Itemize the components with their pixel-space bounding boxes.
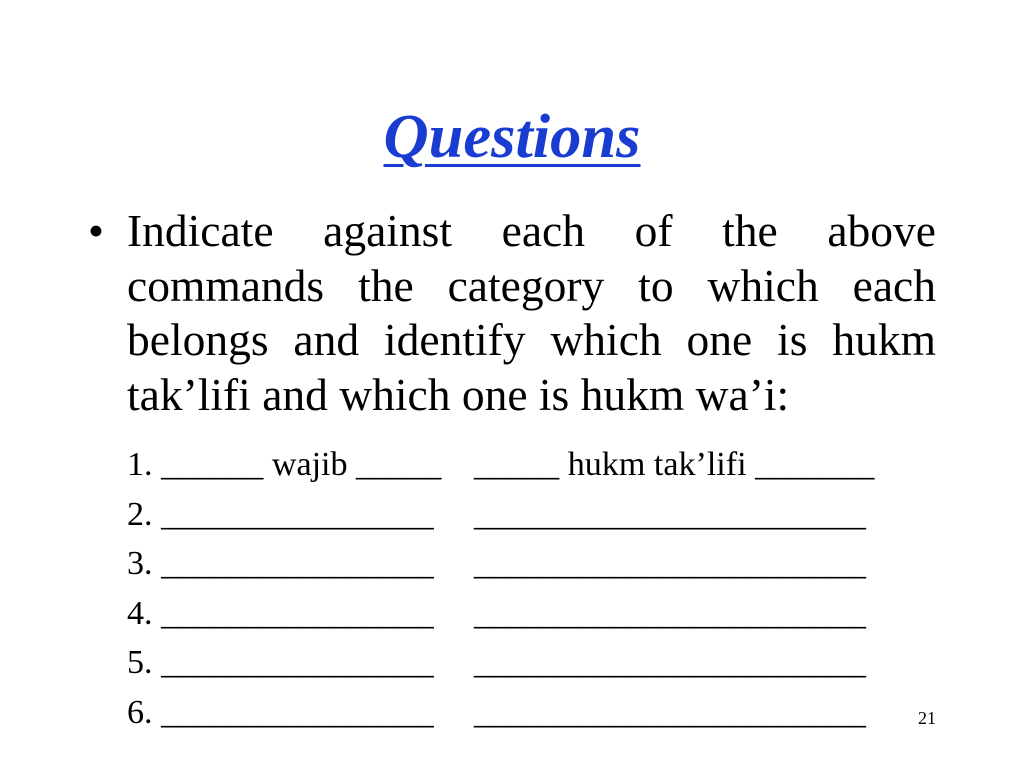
row-number: 2. bbox=[127, 495, 153, 533]
row-number: 1. bbox=[127, 446, 153, 483]
hukm-answer: _______________________ bbox=[474, 694, 866, 731]
slide-title bbox=[0, 101, 1024, 171]
hukm-answer: _______________________ bbox=[474, 545, 866, 583]
category-answer: ______ wajib _____ bbox=[161, 446, 442, 483]
row-number: 3. bbox=[127, 545, 153, 583]
answer-row-left bbox=[127, 490, 434, 540]
category-answer: ________________ bbox=[161, 594, 434, 632]
hukm-answer: _______________________ bbox=[474, 495, 866, 533]
row-number: 4. bbox=[127, 594, 153, 632]
row-number: 5. bbox=[127, 644, 153, 682]
category-answer: ________________ bbox=[161, 644, 434, 682]
answer-row-left bbox=[127, 638, 434, 688]
answer-row-left bbox=[127, 539, 434, 589]
answer-row bbox=[0, 539, 1024, 589]
bullet-icon: • bbox=[88, 205, 104, 256]
hukm-answer: _______________________ bbox=[474, 594, 866, 632]
answer-row-left bbox=[127, 589, 434, 639]
hukm-answer: _______________________ bbox=[474, 644, 866, 682]
row-number: 6. bbox=[127, 694, 153, 731]
answer-row bbox=[0, 490, 1024, 540]
page-number: 21 bbox=[918, 708, 936, 728]
answer-row bbox=[0, 688, 1024, 738]
category-answer: ________________ bbox=[161, 545, 434, 583]
hukm-answer: _____ hukm tak’lifi _______ bbox=[474, 446, 875, 483]
answer-row-left bbox=[127, 688, 434, 738]
answer-row bbox=[0, 440, 1024, 490]
category-answer: ________________ bbox=[161, 694, 434, 731]
category-answer: ________________ bbox=[161, 495, 434, 533]
slide-title-text: Questions bbox=[383, 101, 641, 171]
question-paragraph: Indicate against each of the above commands the category to which each belongs and identify which one is hukm tak’lifi and which one is hukm wa’i: bbox=[127, 205, 936, 420]
answer-row bbox=[0, 638, 1024, 688]
answer-row bbox=[0, 589, 1024, 639]
answer-row-left bbox=[127, 440, 441, 490]
